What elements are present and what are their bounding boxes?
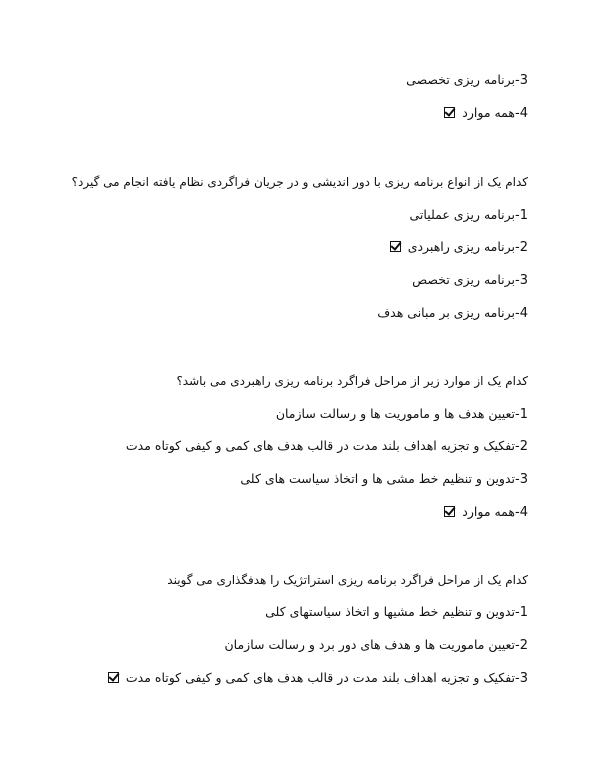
option-number: 3- [515, 671, 528, 686]
option-number: 3- [515, 472, 528, 487]
option-text: برنامه ریزی عملیاتی [409, 207, 516, 222]
option-number: 1- [515, 208, 528, 223]
option-number: 2- [515, 638, 528, 653]
option-number: 2- [515, 240, 528, 255]
option-line [265, 603, 528, 622]
checkbox-checked-icon [390, 241, 401, 252]
option-text: تفکیک و تجزیه اهداف بلند مدت در قالب هدف های کمی و کیفی کوتاه مدت [125, 670, 516, 685]
option-text: تدوین و تنظیم خط مشی ها و اتخاذ سیاست های کلی [240, 471, 516, 486]
option-text: تفکیک و تجزیه اهداف بلند مدت در قالب هدف های کمی و کیفی کوتاه مدت [125, 438, 516, 453]
option-line [126, 437, 528, 456]
option-number: 1- [515, 407, 528, 422]
option-line [276, 405, 528, 424]
option-text: تدوین و تنظیم خط مشیها و اتخاذ سیاستهای کلی [265, 604, 516, 619]
option-line [444, 104, 528, 123]
option-text: تعیین ماموریت ها و هدف های دور برد و رسالت سازمان [224, 637, 516, 652]
option-line [240, 470, 528, 489]
option-number: 4- [515, 106, 528, 121]
option-text: برنامه ریزی تخصص [412, 272, 516, 287]
option-number: 4- [515, 505, 528, 520]
option-number: 1- [515, 605, 528, 620]
option-number: 2- [515, 439, 528, 454]
option-text: برنامه ریزی راهبردی [407, 239, 516, 254]
option-number: 3- [515, 73, 528, 88]
option-line [444, 503, 528, 522]
option-line [412, 271, 528, 290]
option-line [225, 636, 529, 655]
option-line [406, 71, 528, 90]
checkbox-checked-icon [444, 506, 455, 517]
option-text: همه موارد [462, 504, 516, 519]
option-text: تعیین هدف ها و ماموریت ها و رسالت سازمان [275, 406, 516, 421]
question-text: کدام یک از مراحل فراگرد برنامه ریزی استراتژیک را هدفگذاری می گویند [167, 573, 528, 587]
option-line [377, 304, 528, 323]
option-number: 4- [515, 306, 528, 321]
checkbox-checked-icon [444, 107, 455, 118]
option-line [410, 206, 529, 225]
question-text: کدام یک از انواع برنامه ریزی با دور اندیشی و در جریان فراگردی نظام یافته انجام می گیرد؟ [71, 175, 528, 189]
option-text: برنامه ریزی تخصصی [406, 72, 516, 87]
option-number: 3- [515, 273, 528, 288]
checkbox-checked-icon [108, 672, 119, 683]
option-line [390, 238, 528, 257]
option-text: همه موارد [462, 105, 516, 120]
option-line [108, 669, 528, 688]
question-text: کدام یک از موارد زیر از مراحل فراگرد برنامه ریزی راهبردی می باشد؟ [176, 374, 528, 388]
option-text: برنامه ریزی بر مبانی هدف [377, 305, 516, 320]
